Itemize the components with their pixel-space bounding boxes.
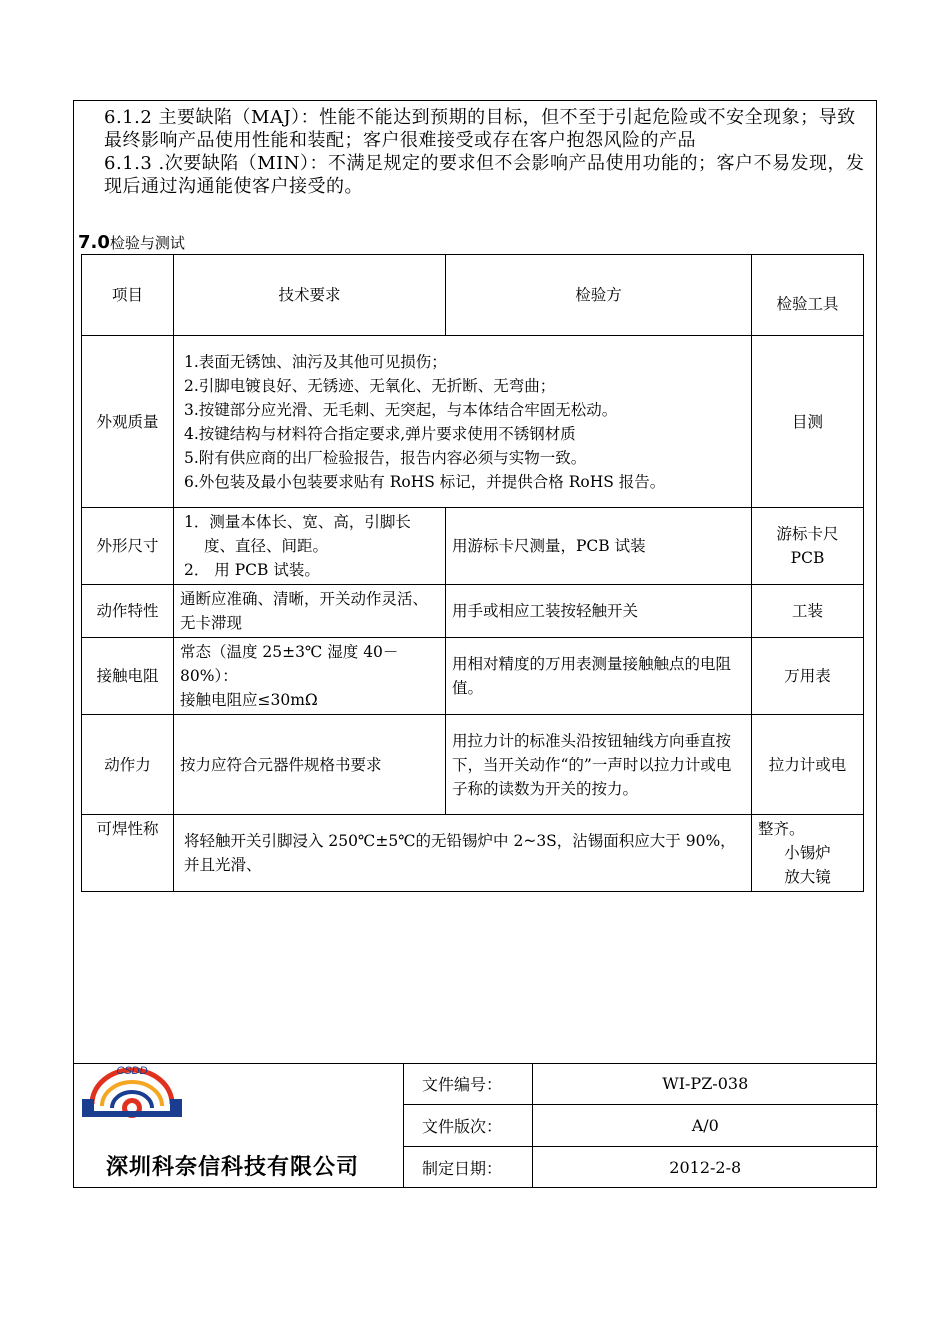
row-requirement: 按力应符合元器件规格书要求 xyxy=(174,715,446,815)
row-item: 动作特性 xyxy=(82,585,174,638)
doc-number-label: 文件编号： xyxy=(404,1063,533,1104)
requirement-line: 接触电阻应≤30mΩ xyxy=(180,691,318,709)
row-requirements xyxy=(174,336,752,508)
requirement-line: 1．测量本体长、宽、高，引脚长 xyxy=(184,513,411,531)
header-requirements: 技术要求 xyxy=(174,255,446,336)
row-method: 用游标卡尺测量，PCB 试装 xyxy=(446,508,752,585)
table-row xyxy=(82,815,864,892)
table-row xyxy=(82,638,864,715)
tool-line: 整齐。 xyxy=(758,820,805,838)
doc-date-label: 制定日期： xyxy=(404,1146,533,1188)
header-tool: 检验工具 xyxy=(752,255,864,336)
row-method: 用相对精度的万用表测量接触触点的电阻值。 xyxy=(446,638,752,715)
maj-defect-text: 6.1.2 主要缺陷（MAJ）：性能不能达到预期的目标，但不至于引起危险或不安全现象；导致最终影响产品使用性能和装配；客户很难接受或存在客户抱怨风险的产品 xyxy=(104,107,856,151)
row-requirement xyxy=(174,638,446,715)
requirement-line: 3.按键部分应光滑、无毛刺、无突起，与本体结合牢固无松动。 xyxy=(184,400,618,419)
requirement-line: 4.按键结构与材料符合指定要求,弹片要求使用不锈钢材质 xyxy=(184,424,576,443)
doc-version-label: 文件版次： xyxy=(404,1104,533,1146)
row-method: 用手或相应工装按轻触开关 xyxy=(446,585,752,638)
tool-line: 游标卡尺 xyxy=(776,525,839,543)
doc-version-value: A/0 xyxy=(533,1104,878,1146)
row-item: 外形尺寸 xyxy=(82,508,174,585)
requirement-line: 5.附有供应商的出厂检验报告，报告内容必须与实物一致。 xyxy=(184,448,587,467)
logo-text: CSDD xyxy=(116,1065,148,1077)
row-requirement: 通断应准确、清晰，开关动作灵活、无卡滞现 xyxy=(174,585,446,638)
row-method: 用拉力计的标准头沿按钮轴线方向垂直按下，当开关动作“的”一声时以拉力计或电子称的读数为开关的按力。 xyxy=(446,715,752,815)
table-row xyxy=(82,336,864,508)
table-row xyxy=(82,715,864,815)
row-item: 接触电阻 xyxy=(82,638,174,715)
row-tool: 工装 xyxy=(752,585,864,638)
company-logo xyxy=(80,1064,184,1122)
tool-line: 小锡炉 xyxy=(784,844,831,862)
doc-number-value: WI-PZ-038 xyxy=(533,1063,878,1104)
requirement-line: 2． 用 PCB 试装。 xyxy=(184,561,320,579)
doc-date-value: 2012-2-8 xyxy=(533,1146,878,1188)
tool-line: 放大镜 xyxy=(784,868,831,886)
requirement-line: 度、直径、间距。 xyxy=(204,537,329,555)
row-requirements xyxy=(174,508,446,585)
row-item: 外观质量 xyxy=(82,336,174,508)
tool-line: PCB xyxy=(790,549,825,567)
company-name: 深圳科奈信科技有限公司 xyxy=(106,1155,360,1180)
row-tool xyxy=(752,508,864,585)
section-title: 检验与测试 xyxy=(109,234,185,252)
section-number: 7.0 xyxy=(78,232,110,253)
inspection-table xyxy=(81,254,864,892)
row-tool: 目测 xyxy=(752,336,864,508)
table-row xyxy=(82,585,864,638)
table-header-row xyxy=(82,255,864,336)
row-requirement: 将轻触开关引脚浸入 250℃±5℃的无铅锡炉中 2~3S，沾锡面积应大于 90%，并且光滑、 xyxy=(174,815,752,892)
requirement-line: 1.表面无锈蚀、油污及其他可见损伤； xyxy=(184,352,447,371)
header-item: 项目 xyxy=(82,255,174,336)
section-7-heading xyxy=(78,232,185,253)
header-method: 检验方 xyxy=(446,255,752,336)
min-defect-text: 6.1.3 .次要缺陷（MIN）：不满足规定的要求但不会影响产品使用功能的；客户不易发现，发现后通过沟通能使客户接受的。 xyxy=(104,153,865,197)
section-6-1-defects xyxy=(104,106,872,198)
row-tool: 万用表 xyxy=(752,638,864,715)
requirement-line: 常态（温度 25±3℃ 湿度 40－80%）： xyxy=(180,643,399,685)
requirement-line: 6.外包装及最小包装要求贴有 RoHS 标记，并提供合格 RoHS 报告。 xyxy=(184,472,666,491)
row-item: 动作力 xyxy=(82,715,174,815)
document-meta-table xyxy=(403,1063,878,1188)
requirement-line: 2.引脚电镀良好、无锈迹、无氧化、无折断、无弯曲； xyxy=(184,376,556,395)
row-tool xyxy=(752,815,864,892)
row-tool: 拉力计或电 xyxy=(752,715,864,815)
table-row xyxy=(82,508,864,585)
row-item: 可焊性称 xyxy=(82,815,174,892)
